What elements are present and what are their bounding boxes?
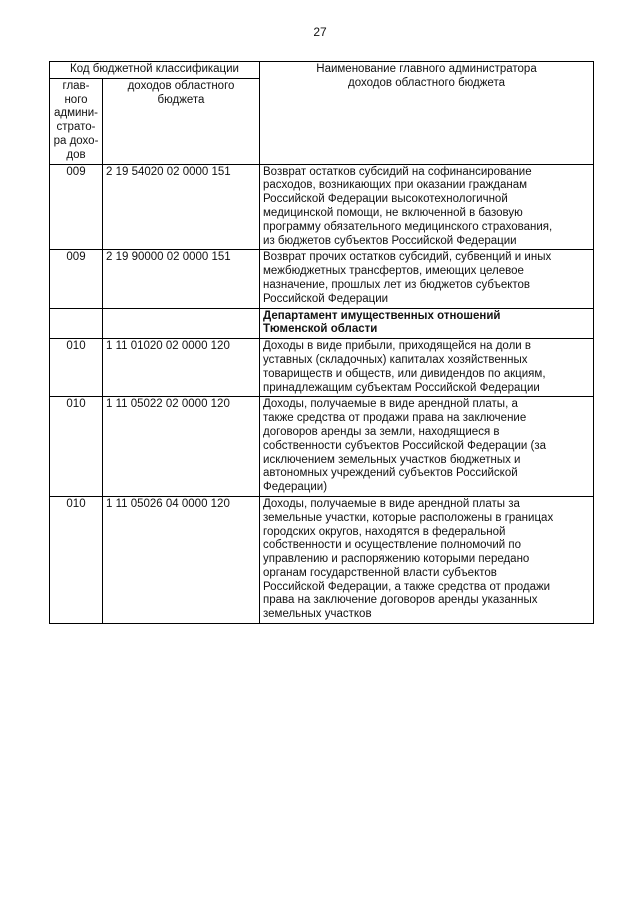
header-budget-classification-code: Код бюджетной классификации — [50, 62, 260, 79]
table-row — [50, 164, 594, 250]
header-name-line: доходов областного бюджета — [348, 76, 505, 89]
income-name-cell: Доходы, получаемые в виде арендной платы, а также средства от продажи права на заключение договоров аренды за земли, находящиеся в собственности субъектов Российской Федерации (за исключением земельных участков бюджетных и автономных учреждений субъектов Российской Федерации) — [260, 397, 594, 497]
admin-code-cell: 010 — [50, 496, 103, 623]
budget-classification-table — [49, 61, 594, 624]
income-code-cell: 1 11 05022 02 0000 120 — [103, 397, 260, 497]
table-row — [50, 496, 594, 623]
table-row — [50, 250, 594, 308]
admin-code-cell: 010 — [50, 339, 103, 397]
admin-code-cell: 010 — [50, 397, 103, 497]
table-row — [50, 339, 594, 397]
admin-code-cell: 009 — [50, 164, 103, 250]
department-heading-cell: Департамент имущественных отношений Тюменской области — [260, 308, 594, 339]
income-code-cell: 2 19 90000 02 0000 151 — [103, 250, 260, 308]
income-code-cell: 2 19 54020 02 0000 151 — [103, 164, 260, 250]
page-number: 27 — [313, 25, 327, 39]
table-row — [50, 397, 594, 497]
header-regional-budget-income: доходов областного бюджета — [103, 78, 260, 164]
income-name-cell: Возврат остатков субсидий на софинансирование расходов, возникающих при оказании гражданам Российской Федерации высокотехнологичной медицинской помощи, не включенной в базовую программу обязательного медицинского страхования, из бюджетов субъектов Российской Федерации — [260, 164, 594, 250]
income-name-cell: Доходы в виде прибыли, приходящейся на доли в уставных (складочных) капиталах хозяйственных товариществ и обществ, или дивидендов по акциям, принадлежащим субъектам Российской Федерации — [260, 339, 594, 397]
income-code-cell — [103, 308, 260, 339]
header-name-line: Наименование главного администратора — [316, 63, 537, 75]
header-chief-administrator: глав- ного админи- страто- ра дохо- дов — [50, 78, 103, 164]
header-administrator-name — [260, 62, 594, 165]
admin-code-cell — [50, 308, 103, 339]
table-row-department-heading — [50, 308, 594, 339]
income-name-cell: Возврат прочих остатков субсидий, субвенций и иных межбюджетных трансфертов, имеющих целевое назначение, прошлых лет из бюджетов субъектов Российской Федерации — [260, 250, 594, 308]
income-name-cell: Доходы, получаемые в виде арендной платы за земельные участки, которые расположены в границах городских округов, находятся в федеральной собственности и осуществление полномочий по управлению и распоряжению которыми передано органам государственной власти субъектов Российской Федерации, а также средства от продажи права на заключение договоров аренды указанных земельных участков — [260, 496, 594, 623]
income-code-cell: 1 11 01020 02 0000 120 — [103, 339, 260, 397]
admin-code-cell: 009 — [50, 250, 103, 308]
income-code-cell: 1 11 05026 04 0000 120 — [103, 496, 260, 623]
